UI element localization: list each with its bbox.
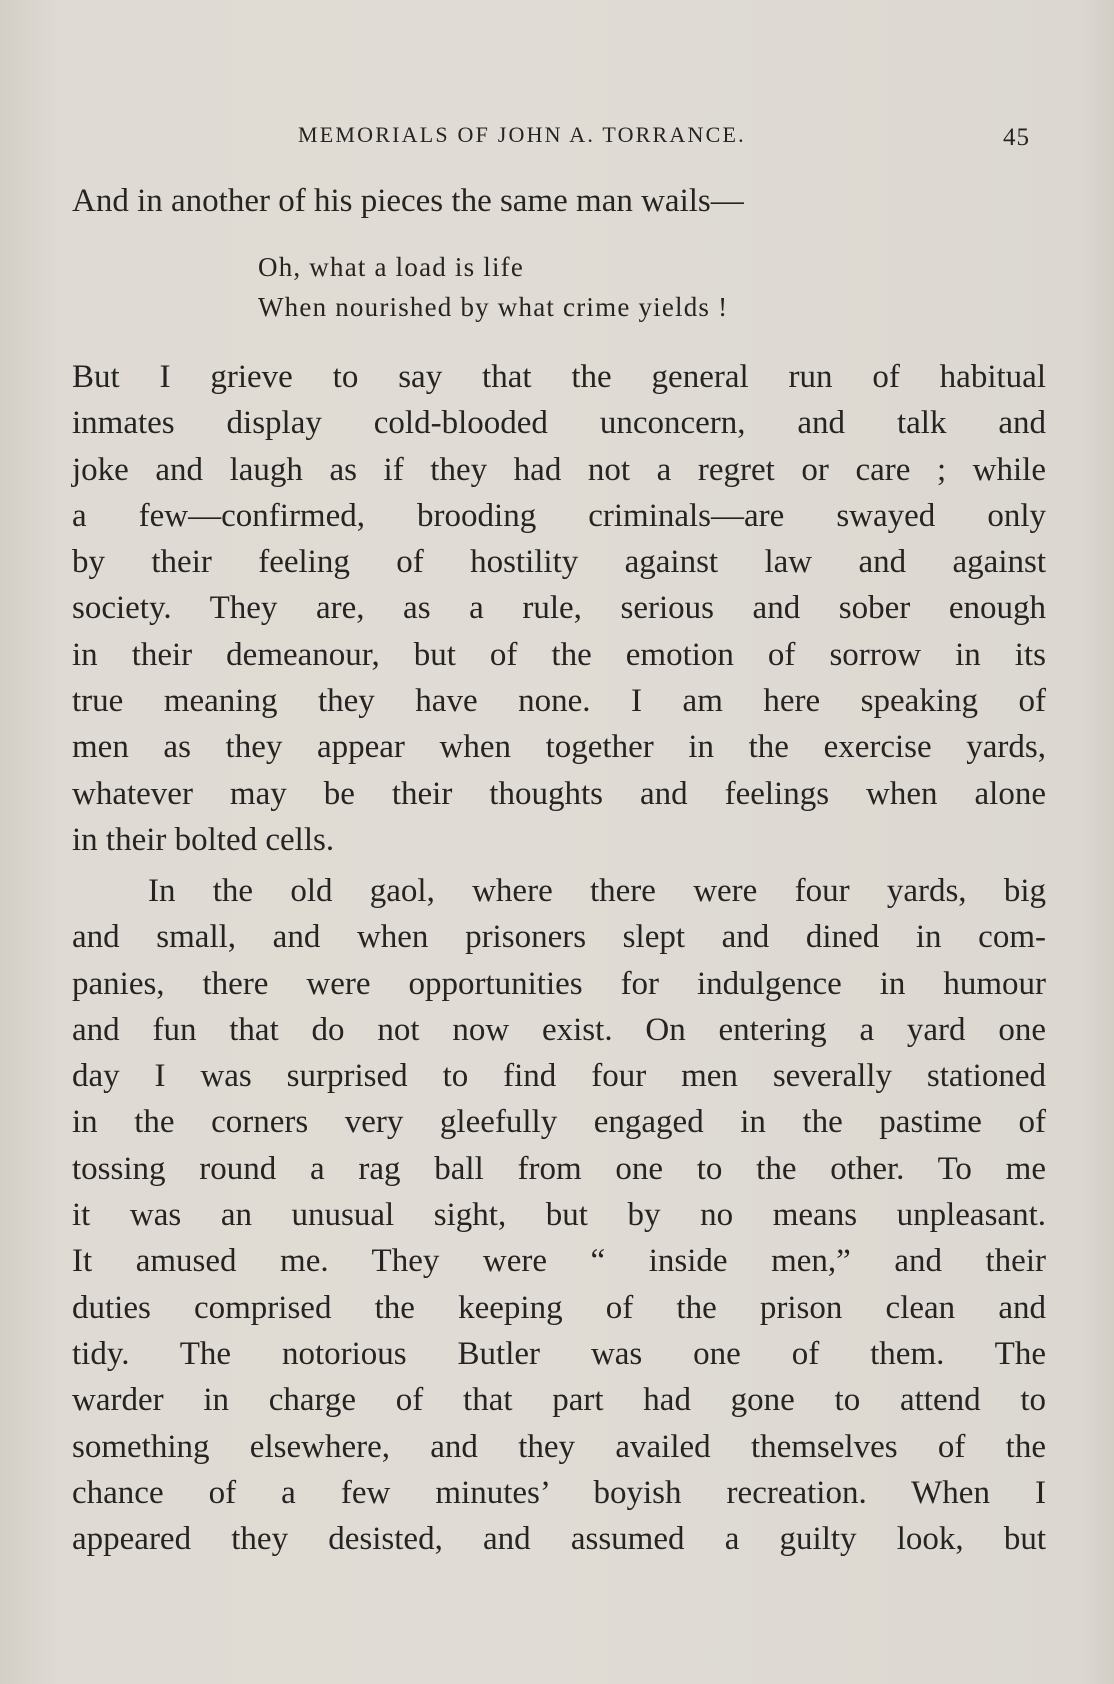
- text-line: men as they appear when together in the exercise yards,: [72, 729, 1046, 766]
- text-line: tidy. The notorious Butler was one of them. The: [72, 1335, 1046, 1372]
- text-line: warder in charge of that part had gone to attend to: [72, 1382, 1046, 1419]
- text-line: in their demeanour, but of the emotion of sorrow in its: [72, 636, 1046, 673]
- text-line: tossing round a rag ball from one to the other. To me: [72, 1150, 1046, 1187]
- page-number: 45: [1003, 124, 1030, 151]
- text-line: society. They are, as a rule, serious and sober enough: [72, 590, 1046, 627]
- text-line: it was an unusual sight, but by no means unpleasant.: [72, 1197, 1046, 1234]
- text-line: a few—confirmed, brooding criminals—are swayed only: [72, 497, 1046, 534]
- text-line: in the corners very gleefully engaged in the pastime of: [72, 1104, 1046, 1141]
- verse-line: Oh, what a load is life: [258, 252, 525, 282]
- text-line: duties comprised the keeping of the prison clean and: [72, 1289, 1046, 1326]
- text-line: chance of a few minutes’ boyish recreation. When I: [72, 1474, 1046, 1511]
- intro-line: [72, 178, 1046, 224]
- text-line: appeared they desisted, and assumed a guilty look, but: [72, 1521, 1046, 1558]
- text-line: and fun that do not now exist. On entering a yard one: [72, 1011, 1046, 1048]
- text-line: by their feeling of hostility against law and against: [72, 544, 1046, 581]
- text-line: It amused me. They were “ inside men,” and their: [72, 1243, 1046, 1280]
- running-head: [0, 122, 1114, 152]
- paragraph-2: [72, 868, 1046, 1562]
- text-line: true meaning they have none. I am here speaking of: [72, 683, 1046, 720]
- text-line: But I grieve to say that the general run of habitual: [72, 359, 1046, 395]
- text-line: joke and laugh as if they had not a regret or care ; while: [72, 451, 1046, 488]
- text-line: In the old gaol, where there were four yards, big: [148, 873, 1046, 909]
- text-line: whatever may be their thoughts and feelings when alone: [72, 775, 1046, 812]
- text-line: And in another of his pieces the same man wails—: [72, 183, 744, 219]
- text-line: day I was surprised to find four men severally stationed: [72, 1058, 1046, 1095]
- verse-quotation: [258, 247, 958, 327]
- text-line: in their bolted cells.: [72, 821, 335, 858]
- paragraph-1: [72, 354, 1046, 863]
- running-title: MEMORIALS OF JOHN A. TORRANCE.: [298, 122, 746, 147]
- text-line: inmates display cold-blooded unconcern, and talk and: [72, 405, 1046, 442]
- text-line: and small, and when prisoners slept and dined in com-: [72, 919, 1046, 956]
- text-line: something elsewhere, and they availed themselves of the: [72, 1428, 1046, 1465]
- verse-line: When nourished by what crime yields !: [258, 292, 729, 322]
- text-line: panies, there were opportunities for indulgence in humour: [72, 965, 1046, 1002]
